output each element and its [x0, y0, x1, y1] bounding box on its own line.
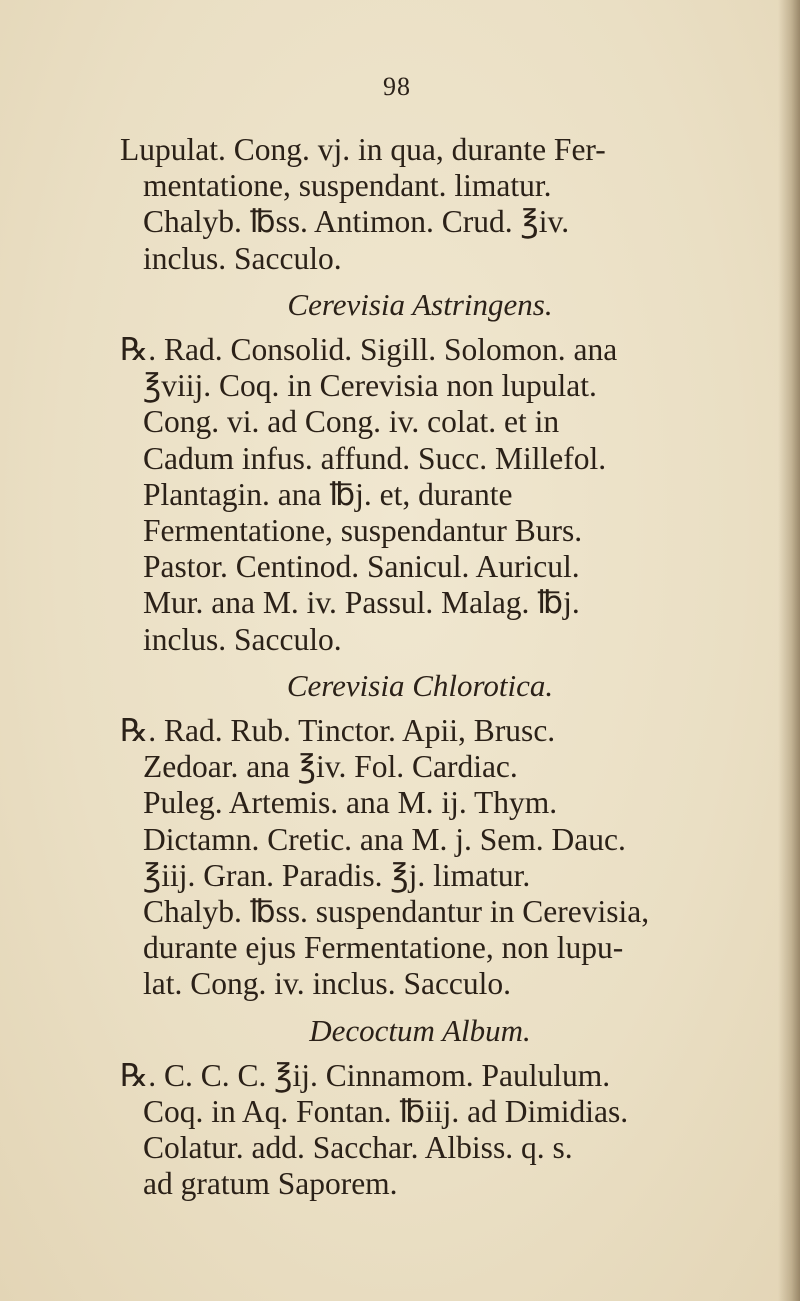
text-line: lat. Cong. iv. inclus. Sacculo. — [143, 966, 512, 1002]
recipe-heading: Cerevisia Chlorotica. — [286, 667, 554, 703]
recipe-cerevisia-astringens — [120, 287, 760, 658]
text-line: mentatione, suspendant. limatur. — [143, 168, 552, 204]
text-line: ℞. C. C. C. ℥ij. Cinnamom. Paululum. — [120, 1057, 611, 1093]
text-line: Dictamn. Cretic. ana M. j. Sem. Dauc. — [143, 821, 626, 857]
recipe-heading: Cerevisia Astringens. — [287, 286, 553, 322]
text-line: ad gratum Saporem. — [143, 1166, 398, 1202]
text-line: Chalyb. ℔ss. suspendantur in Cerevisia, — [143, 894, 650, 930]
text-line: Cadum infus. affund. Succ. Millefol. — [143, 440, 607, 476]
text-line: ℥iij. Gran. Paradis. ℥j. limatur. — [143, 857, 531, 893]
text-line: inclus. Sacculo. — [143, 240, 342, 276]
text-line: Cong. vi. ad Cong. iv. colat. et in — [143, 404, 560, 440]
text-line: durante ejus Fermentatione, non lupu- — [143, 930, 624, 966]
recipe-heading: Decoctum Album. — [309, 1012, 531, 1048]
page-edge-shadow — [778, 0, 800, 1301]
text-line: Fermentatione, suspendantur Burs. — [143, 513, 583, 549]
text-line: ℞. Rad. Rub. Tinctor. Apii, Brusc. — [120, 713, 556, 749]
text-line: Lupulat. Cong. vj. in qua, durante Fer- — [120, 132, 606, 167]
text-line: Plantagin. ana ℔j. et, durante — [143, 476, 513, 512]
recipe-decoctum-album — [120, 1013, 760, 1203]
text-line: Coq. in Aq. Fontan. ℔iij. ad Dimidias. — [143, 1094, 629, 1130]
text-line: inclus. Sacculo. — [143, 621, 342, 657]
text-line: Pastor. Centinod. Sanicul. Auricul. — [143, 549, 580, 585]
text-line: Chalyb. ℔ss. Antimon. Crud. ℥iv. — [143, 204, 570, 240]
text-line: Puleg. Artemis. ana M. ij. Thym. — [143, 785, 558, 821]
recipe-continuation — [120, 132, 760, 277]
text-line: ℞. Rad. Consolid. Sigill. Solomon. ana — [120, 332, 618, 368]
recipe-cerevisia-chlorotica — [120, 668, 760, 1003]
recipe-text — [120, 132, 760, 1203]
text-line: Mur. ana M. iv. Passul. Malag. ℔j. — [143, 585, 580, 621]
page-number: 98 — [383, 72, 411, 101]
text-line: Colatur. add. Sacchar. Albiss. q. s. — [143, 1130, 573, 1166]
text-line: Zedoar. ana ℥iv. Fol. Cardiac. — [143, 749, 518, 785]
text-line: ℥viij. Coq. in Cerevisia non lupulat. — [143, 368, 597, 404]
